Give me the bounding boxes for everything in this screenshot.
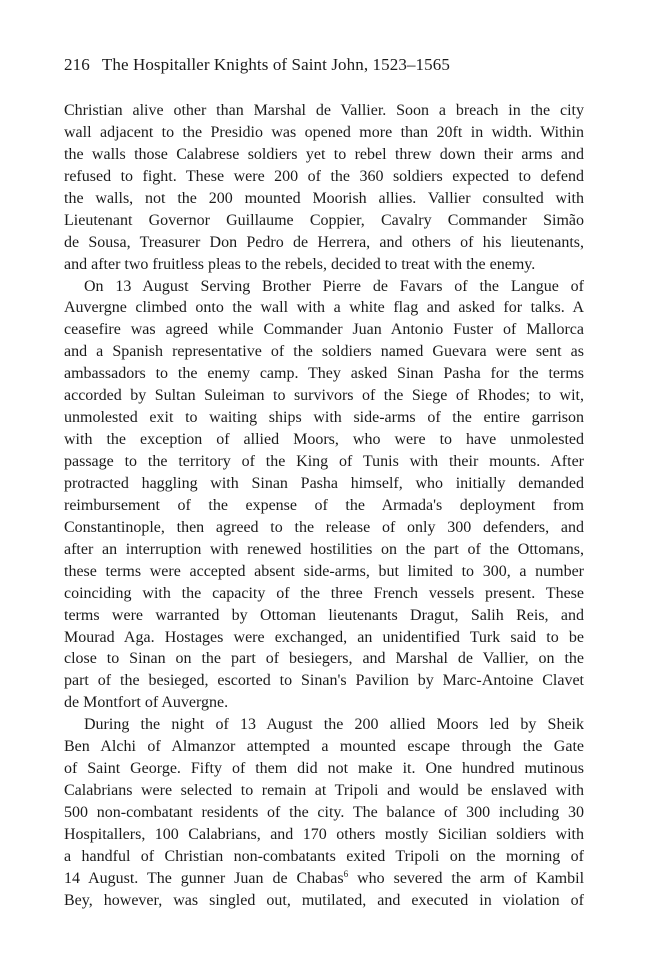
- paragraph-first-line: On 13 August Serving Brother Pierre de Favars of the Langue of: [84, 277, 584, 295]
- text-line: and a Spanish representative of the soldiers named Guevara were sent as: [64, 343, 584, 361]
- text-line: coinciding with the capacity of the three French vessels present. These: [64, 584, 584, 602]
- text-line: Mourad Aga. Hostages were exchanged, an unidentified Turk said to be: [64, 628, 584, 646]
- running-head: [64, 55, 450, 75]
- text-line: Auvergne climbed onto the wall with a white flag and asked for talks. A: [64, 299, 584, 317]
- text-line: after an interruption with renewed hostilities on the part of the Ottomans,: [64, 540, 584, 558]
- page-number: 216: [64, 55, 90, 74]
- text-line-with-footnote: [64, 868, 584, 890]
- text-line: wall adjacent to the Presidio was opened more than 20ft in width. Within: [64, 123, 584, 141]
- text-line: Lieutenant Governor Guillaume Coppier, Cavalry Commander Simão: [64, 211, 584, 229]
- text-line: the walls those Calabrese soldiers yet to rebel threw down their arms and: [64, 145, 584, 163]
- text-line: 500 non-combatant residents of the city. The balance of 300 including 30: [64, 804, 584, 821]
- text-line: ambassadors to the enemy camp. They asked Sinan Pasha for the terms: [64, 365, 584, 383]
- text-line: Christian alive other than Marshal de Vallier. Soon a breach in the city: [64, 102, 584, 119]
- text-line: close to Sinan on the part of besiegers, and Marshal de Vallier, on the: [64, 650, 584, 668]
- footnote-reference[interactable]: 6: [343, 868, 349, 879]
- text-line: refused to fight. These were 200 of the 360 soldiers expected to defend: [64, 167, 584, 185]
- text-line: part of the besieged, escorted to Sinan's Pavilion by Marc-Antoine Clavet: [64, 672, 584, 690]
- text-line: Bey, however, was singled out, mutilated, and executed in violation of: [64, 891, 584, 909]
- running-head-title: The Hospitaller Knights of Saint John, 1523–1565: [101, 55, 450, 74]
- text-line: ceasefire was agreed while Commander Juan Antonio Fuster of Mallorca: [64, 321, 584, 339]
- body-text: [64, 100, 584, 912]
- text-line: accorded by Sultan Suleiman to survivors of the Siege of Rhodes; to wit,: [64, 387, 584, 405]
- text-line: these terms were accepted absent side-arms, but limited to 300, a number: [64, 562, 584, 580]
- text-line: de Sousa, Treasurer Don Pedro de Herrera, and others of his lieutenants,: [64, 233, 584, 251]
- text-line: Hospitallers, 100 Calabrians, and 170 others mostly Sicilian soldiers with: [64, 825, 584, 843]
- text-line: unmolested exit to waiting ships with side-arms of the entire garrison: [64, 409, 584, 427]
- text-line: the walls, not the 200 mounted Moorish allies. Vallier consulted with: [64, 189, 584, 207]
- text-line: Constantinople, then agreed to the release of only 300 defenders, and: [64, 518, 584, 536]
- line-text: 14 August. The gunner Juan de Chabas: [64, 869, 344, 887]
- text-line: passage to the territory of the King of Tunis with their mounts. After: [64, 453, 584, 470]
- text-line: protracted haggling with Sinan Pasha himself, who initially demanded: [64, 474, 584, 492]
- text-line: a handful of Christian non-combatants exited Tripoli on the morning of: [64, 847, 584, 865]
- text-line: Calabrians were selected to remain at Tripoli and would be enslaved with: [64, 782, 584, 800]
- text-line: with the exception of allied Moors, who were to have unmolested: [64, 431, 584, 449]
- paragraph-end-line: de Montfort of Auvergne.: [64, 694, 229, 712]
- text-line: of Saint George. Fifty of them did not make it. One hundred mutinous: [64, 760, 584, 778]
- paragraph-first-line: During the night of 13 August the 200 allied Moors led by Sheik: [84, 716, 584, 734]
- text-line: reimbursement of the expense of the Armada's deployment from: [64, 496, 584, 514]
- text-line: terms were warranted by Ottoman lieutenants Dragut, Salih Reis, and: [64, 606, 584, 624]
- line-text-continuation: who severed the arm of Kambil: [348, 869, 585, 887]
- paragraph-end-line: and after two fruitless pleas to the rebels, decided to treat with the enemy.: [64, 255, 536, 273]
- text-line: Ben Alchi of Almanzor attempted a mounted escape through the Gate: [64, 738, 584, 756]
